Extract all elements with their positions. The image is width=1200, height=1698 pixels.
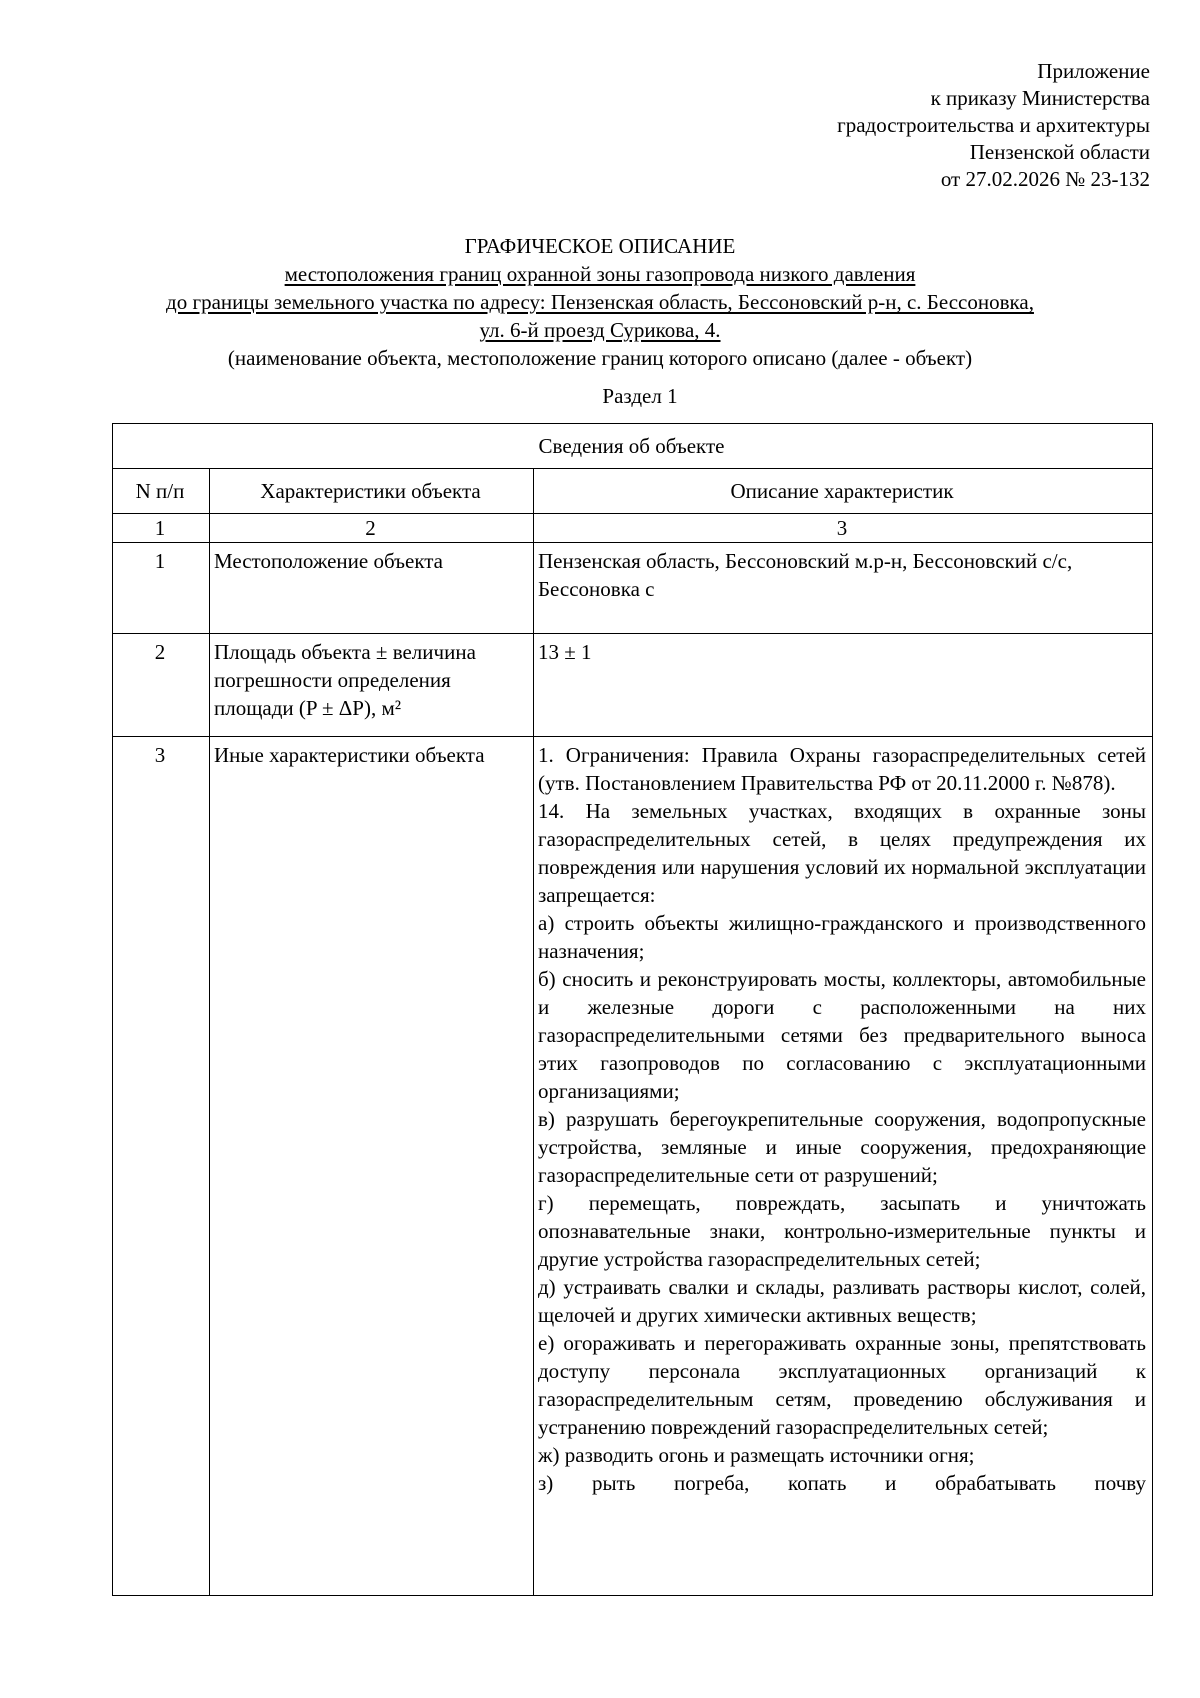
column-number: 1 xyxy=(113,514,210,543)
object-description-line: местоположения границ охранной зоны газопровода низкого давления xyxy=(284,262,916,286)
restriction-paragraph: а) строить объекты жилищно-гражданского и производственного назначения; xyxy=(538,911,1147,963)
object-caption: (наименование объекта, местоположение границ которого описано (далее - объект) xyxy=(227,346,973,370)
approval-date-number: от 27.02.2026 № 23-132 xyxy=(940,167,1150,191)
header-characteristic: Характеристики объекта xyxy=(210,469,534,514)
header-description: Описание характеристик xyxy=(534,469,1153,514)
restriction-paragraph: д) устраивать свалки и склады, разливать растворы кислот, солей, щелочей и других химически активных веществ; xyxy=(538,1275,1147,1327)
object-description-line: до границы земельного участка по адресу: Пензенская область, Бессоновский р-н, с. Бессоновка, xyxy=(166,290,1034,314)
row-value: 13 ± 1 xyxy=(534,634,1153,737)
restriction-paragraph: в) разрушать берегоукрепительные сооружения, водопропускные устройства, земляные и иные сооружения, предохраняющие газораспределительные сети от разрушений; xyxy=(538,1107,1147,1187)
restriction-paragraph: ж) разводить огонь и размещать источники огня; xyxy=(538,1443,975,1467)
row-characteristic: Площадь объекта ± величина погрешности определения площади (P ± ΔP), м² xyxy=(210,634,534,737)
document-heading xyxy=(100,232,1100,372)
table-caption-row xyxy=(113,424,1153,469)
document-title: ГРАФИЧЕСКОЕ ОПИСАНИЕ xyxy=(464,234,736,258)
restriction-paragraph: г) перемещать, повреждать, засыпать и уничтожать опознавательные знаки, контрольно-измерительные пункты и другие устройства газораспределительных сетей; xyxy=(538,1191,1147,1271)
approval-block xyxy=(650,58,1150,193)
approval-line: к приказу Министерства xyxy=(930,86,1150,110)
restriction-paragraph: б) сносить и реконструировать мосты, коллекторы, автомобильные и железные дороги с расположенными на них газораспределительными сетями без предварительного выноса этих газопроводов по согласованию с эксплуатационными организациями; xyxy=(538,967,1147,1103)
restriction-paragraph: 1. Ограничения: Правила Охраны газораспределительных сетей (утв. Постановлением Правительства РФ от 20.11.2000 г. №878). xyxy=(538,743,1147,795)
row-characteristic: Местоположение объекта xyxy=(210,543,534,634)
object-info-table xyxy=(112,423,1153,1596)
row-characteristic: Иные характеристики объекта xyxy=(210,737,534,1596)
row-number: 2 xyxy=(113,634,210,737)
table-caption: Сведения об объекте xyxy=(113,424,1153,469)
row-number: 1 xyxy=(113,543,210,634)
row-value-restrictions xyxy=(534,737,1153,1596)
approval-line: Приложение xyxy=(1037,59,1150,83)
column-number: 3 xyxy=(534,514,1153,543)
approval-line: Пензенской области xyxy=(969,140,1150,164)
restriction-paragraph: е) огораживать и перегораживать охранные зоны, препятствовать доступу персонала эксплуатационных организаций к газораспределительным сетям, проведению обслуживания и устранению повреждений газораспределительных сетей; xyxy=(538,1331,1147,1439)
table-header-row xyxy=(113,469,1153,514)
row-value: Пензенская область, Бессоновский м.р-н, Бессоновский с/с, Бессоновка с xyxy=(534,543,1153,634)
restriction-paragraph: з) рыть погреба, копать и обрабатывать почву xyxy=(538,1471,1147,1495)
table-row xyxy=(113,543,1153,634)
section-label: Раздел 1 xyxy=(602,384,678,408)
restriction-paragraph: 14. На земельных участках, входящих в охранные зоны газораспределительных сетей, в целях предупреждения их повреждения или нарушения условий их нормальной эксплуатации запрещается: xyxy=(538,799,1147,907)
row-number: 3 xyxy=(113,737,210,1596)
approval-line: градостроительства и архитектуры xyxy=(837,113,1150,137)
object-description-line: ул. 6-й проезд Сурикова, 4. xyxy=(479,318,721,342)
column-number-row xyxy=(113,514,1153,543)
column-number: 2 xyxy=(210,514,534,543)
table-row xyxy=(113,634,1153,737)
table-row xyxy=(113,737,1153,1596)
header-number: N п/п xyxy=(113,469,210,514)
